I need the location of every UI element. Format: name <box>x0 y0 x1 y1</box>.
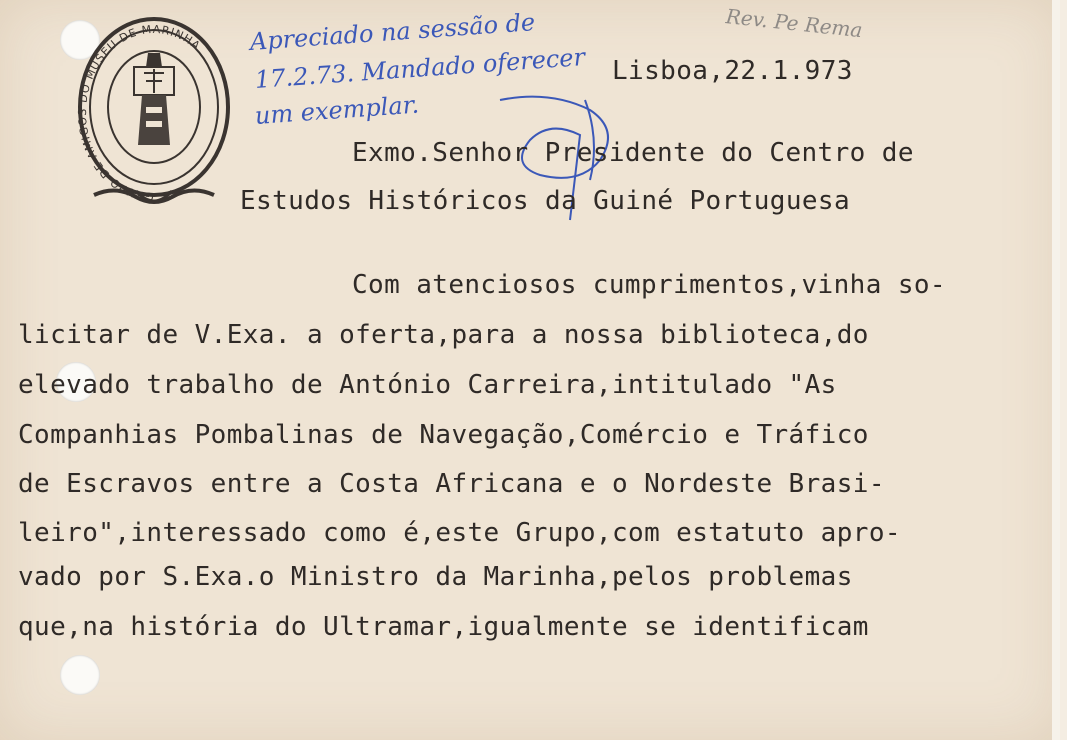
handwritten-note-line2: 17.2.73. Mandado oferecer <box>254 42 586 94</box>
body-line: que,na história do Ultramar,igualmente se identificam <box>18 612 869 642</box>
body-line: licitar de V.Exa. a oferta,para a nossa biblioteca,do <box>18 320 869 350</box>
body-line: Companhias Pombalinas de Navegação,Comércio e Tráfico <box>18 420 869 450</box>
addressee-line-2: Estudos Históricos da Guiné Portuguesa <box>240 186 851 216</box>
place-date: Lisboa,22.1.973 <box>612 56 853 86</box>
pencil-note: Rev. Pe Rema <box>724 4 864 43</box>
body-line: elevado trabalho de António Carreira,intitulado "As <box>18 370 837 400</box>
body-line: vado por S.Exa.o Ministro da Marinha,pelos problemas <box>18 562 853 592</box>
handwritten-note-line3: um exemplar. <box>254 90 420 130</box>
body-line: Com atenciosos cumprimentos,vinha so- <box>352 270 946 300</box>
museum-seal-logo <box>76 15 232 210</box>
body-line: de Escravos entre a Costa Africana e o Nordeste Brasi- <box>18 469 885 499</box>
addressee-line-1: Exmo.Senhor Presidente do Centro de <box>352 138 914 168</box>
punch-hole-bottom <box>60 655 100 695</box>
svg-text:GRUPO DE AMIGOS DO MUSEU DE MA: GRUPO DE AMIGOS DO MUSEU DE MARINHA <box>76 22 204 204</box>
handwritten-note-line1: Apreciado na sessão de <box>249 8 537 56</box>
body-line: leiro",interessado como é,este Grupo,com estatuto apro- <box>18 518 901 548</box>
